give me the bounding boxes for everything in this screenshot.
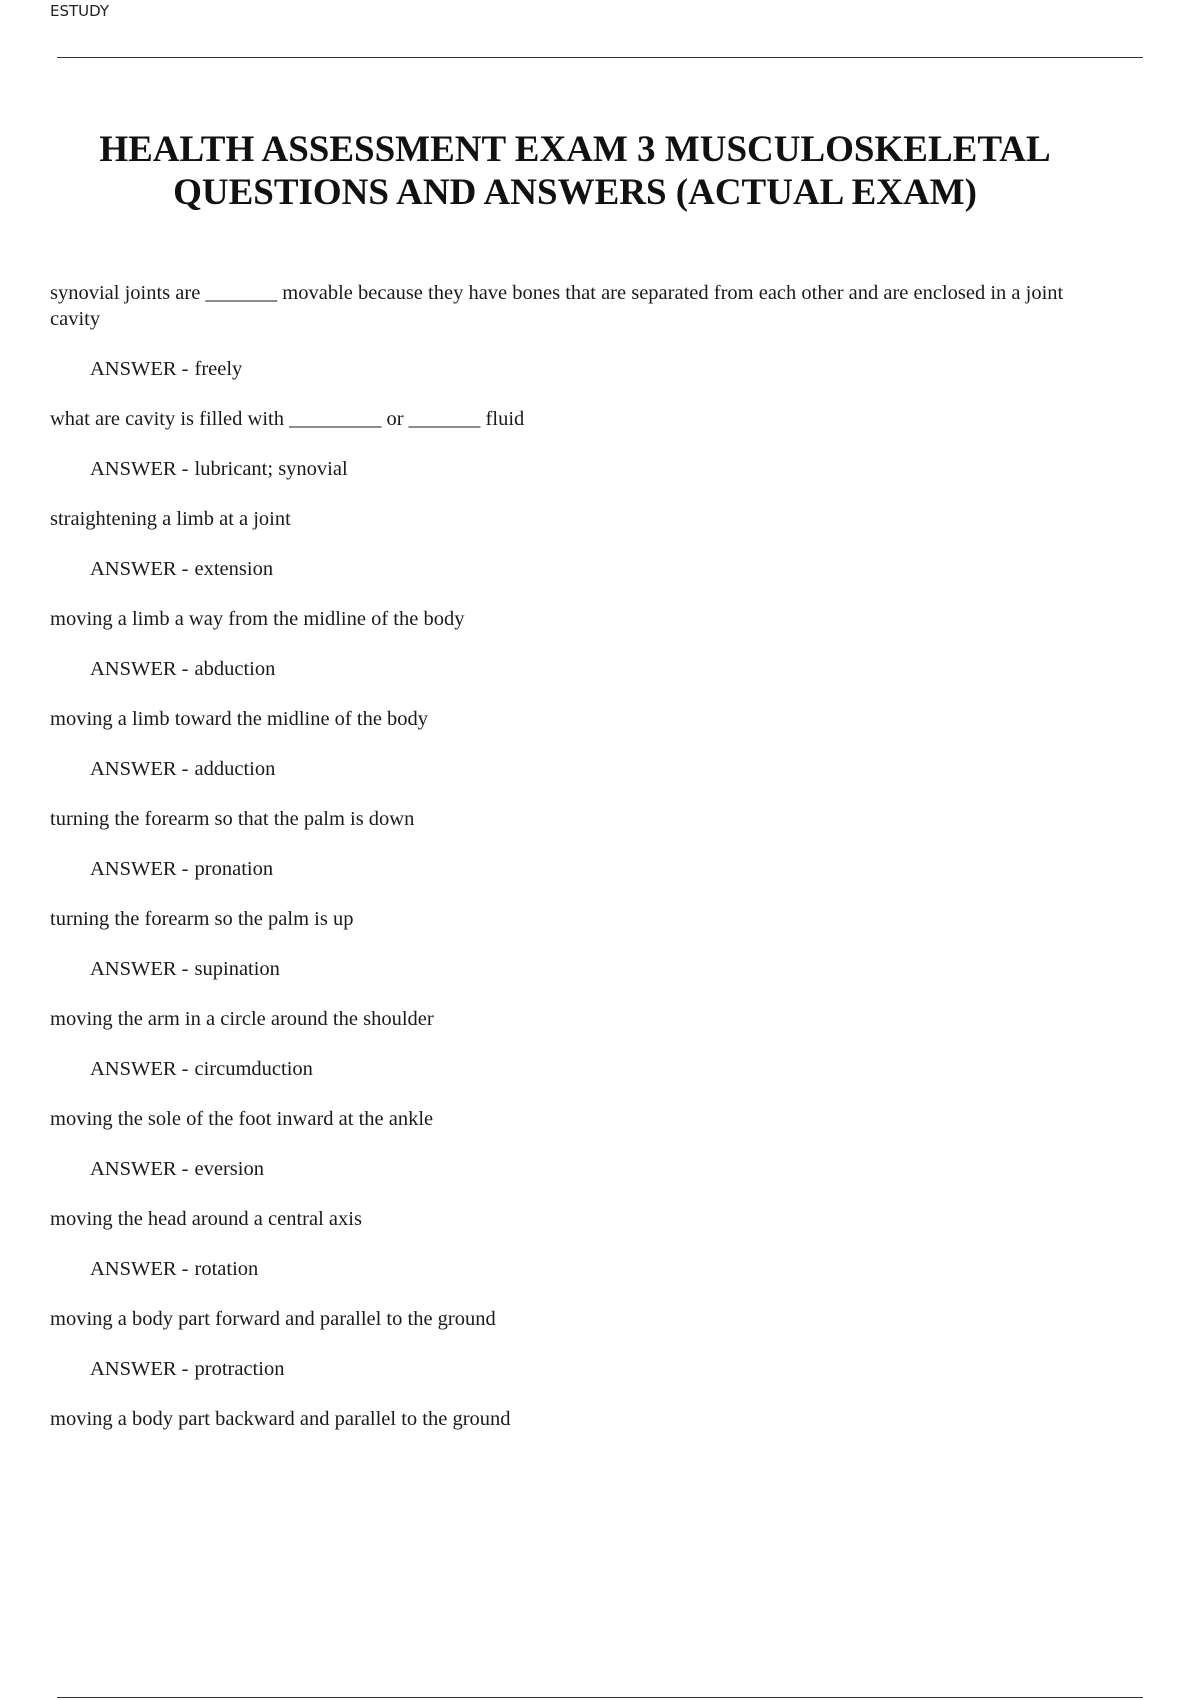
question-text: turning the forearm so the palm is up	[50, 908, 354, 930]
answer-prefix: ANSWER -	[90, 758, 189, 780]
answer-prefix: ANSWER -	[90, 858, 189, 880]
answer-line	[50, 1156, 1110, 1182]
answer-text: eversion	[194, 1158, 264, 1180]
answer-text: freely	[194, 358, 243, 380]
footer-divider	[57, 1697, 1143, 1698]
header-label: ESTUDY	[50, 2, 110, 20]
question-text: moving a body part backward and parallel to the ground	[50, 1408, 511, 1430]
answer-line	[50, 856, 1110, 882]
answer-text: supination	[194, 958, 280, 980]
answer-prefix: ANSWER -	[90, 1158, 189, 1180]
answer-line	[50, 1356, 1110, 1382]
answer-line	[50, 456, 1110, 482]
answer-prefix: ANSWER -	[90, 358, 189, 380]
answer-line	[50, 656, 1110, 682]
question-text: what are cavity is filled with _________ or _______ fluid	[50, 408, 525, 430]
question-text: moving a limb toward the midline of the body	[50, 708, 429, 730]
answer-text: rotation	[194, 1258, 259, 1280]
answer-prefix: ANSWER -	[90, 458, 189, 480]
question-text: straightening a limb at a joint	[50, 508, 291, 530]
answer-text: circumduction	[194, 1058, 313, 1080]
answer-prefix: ANSWER -	[90, 1358, 189, 1380]
question-text: moving the sole of the foot inward at the ankle	[50, 1108, 434, 1130]
question-text: synovial joints are _______ movable because they have bones that are separated from each other and are enclosed in a joint cavity	[50, 282, 1064, 330]
header-divider	[57, 57, 1143, 58]
answer-text: extension	[194, 558, 274, 580]
page-title	[0, 128, 1150, 214]
answer-prefix: ANSWER -	[90, 1058, 189, 1080]
answer-line	[50, 956, 1110, 982]
question-text: moving the arm in a circle around the shoulder	[50, 1008, 434, 1030]
title-line-2: QUESTIONS AND ANSWERS (ACTUAL EXAM)	[173, 172, 977, 213]
answer-prefix: ANSWER -	[90, 1258, 189, 1280]
answer-line	[50, 756, 1110, 782]
question-text: moving the head around a central axis	[50, 1208, 362, 1230]
answer-prefix: ANSWER -	[90, 558, 189, 580]
answer-text: pronation	[194, 858, 274, 880]
question-text: moving a limb a way from the midline of the body	[50, 608, 465, 630]
answer-text: protraction	[194, 1358, 285, 1380]
answer-prefix: ANSWER -	[90, 958, 189, 980]
answer-line	[50, 356, 1110, 382]
answer-text: adduction	[194, 758, 276, 780]
answer-line	[50, 1056, 1110, 1082]
question-text: turning the forearm so that the palm is down	[50, 808, 415, 830]
title-line-1: HEALTH ASSESSMENT EXAM 3 MUSCULOSKELETAL	[99, 129, 1051, 170]
answer-line	[50, 1256, 1110, 1282]
answer-text: lubricant; synovial	[194, 458, 348, 480]
question-text: moving a body part forward and parallel to the ground	[50, 1308, 496, 1330]
answer-prefix: ANSWER -	[90, 658, 189, 680]
qa-list	[50, 280, 1110, 1432]
answer-line	[50, 556, 1110, 582]
answer-text: abduction	[194, 658, 276, 680]
